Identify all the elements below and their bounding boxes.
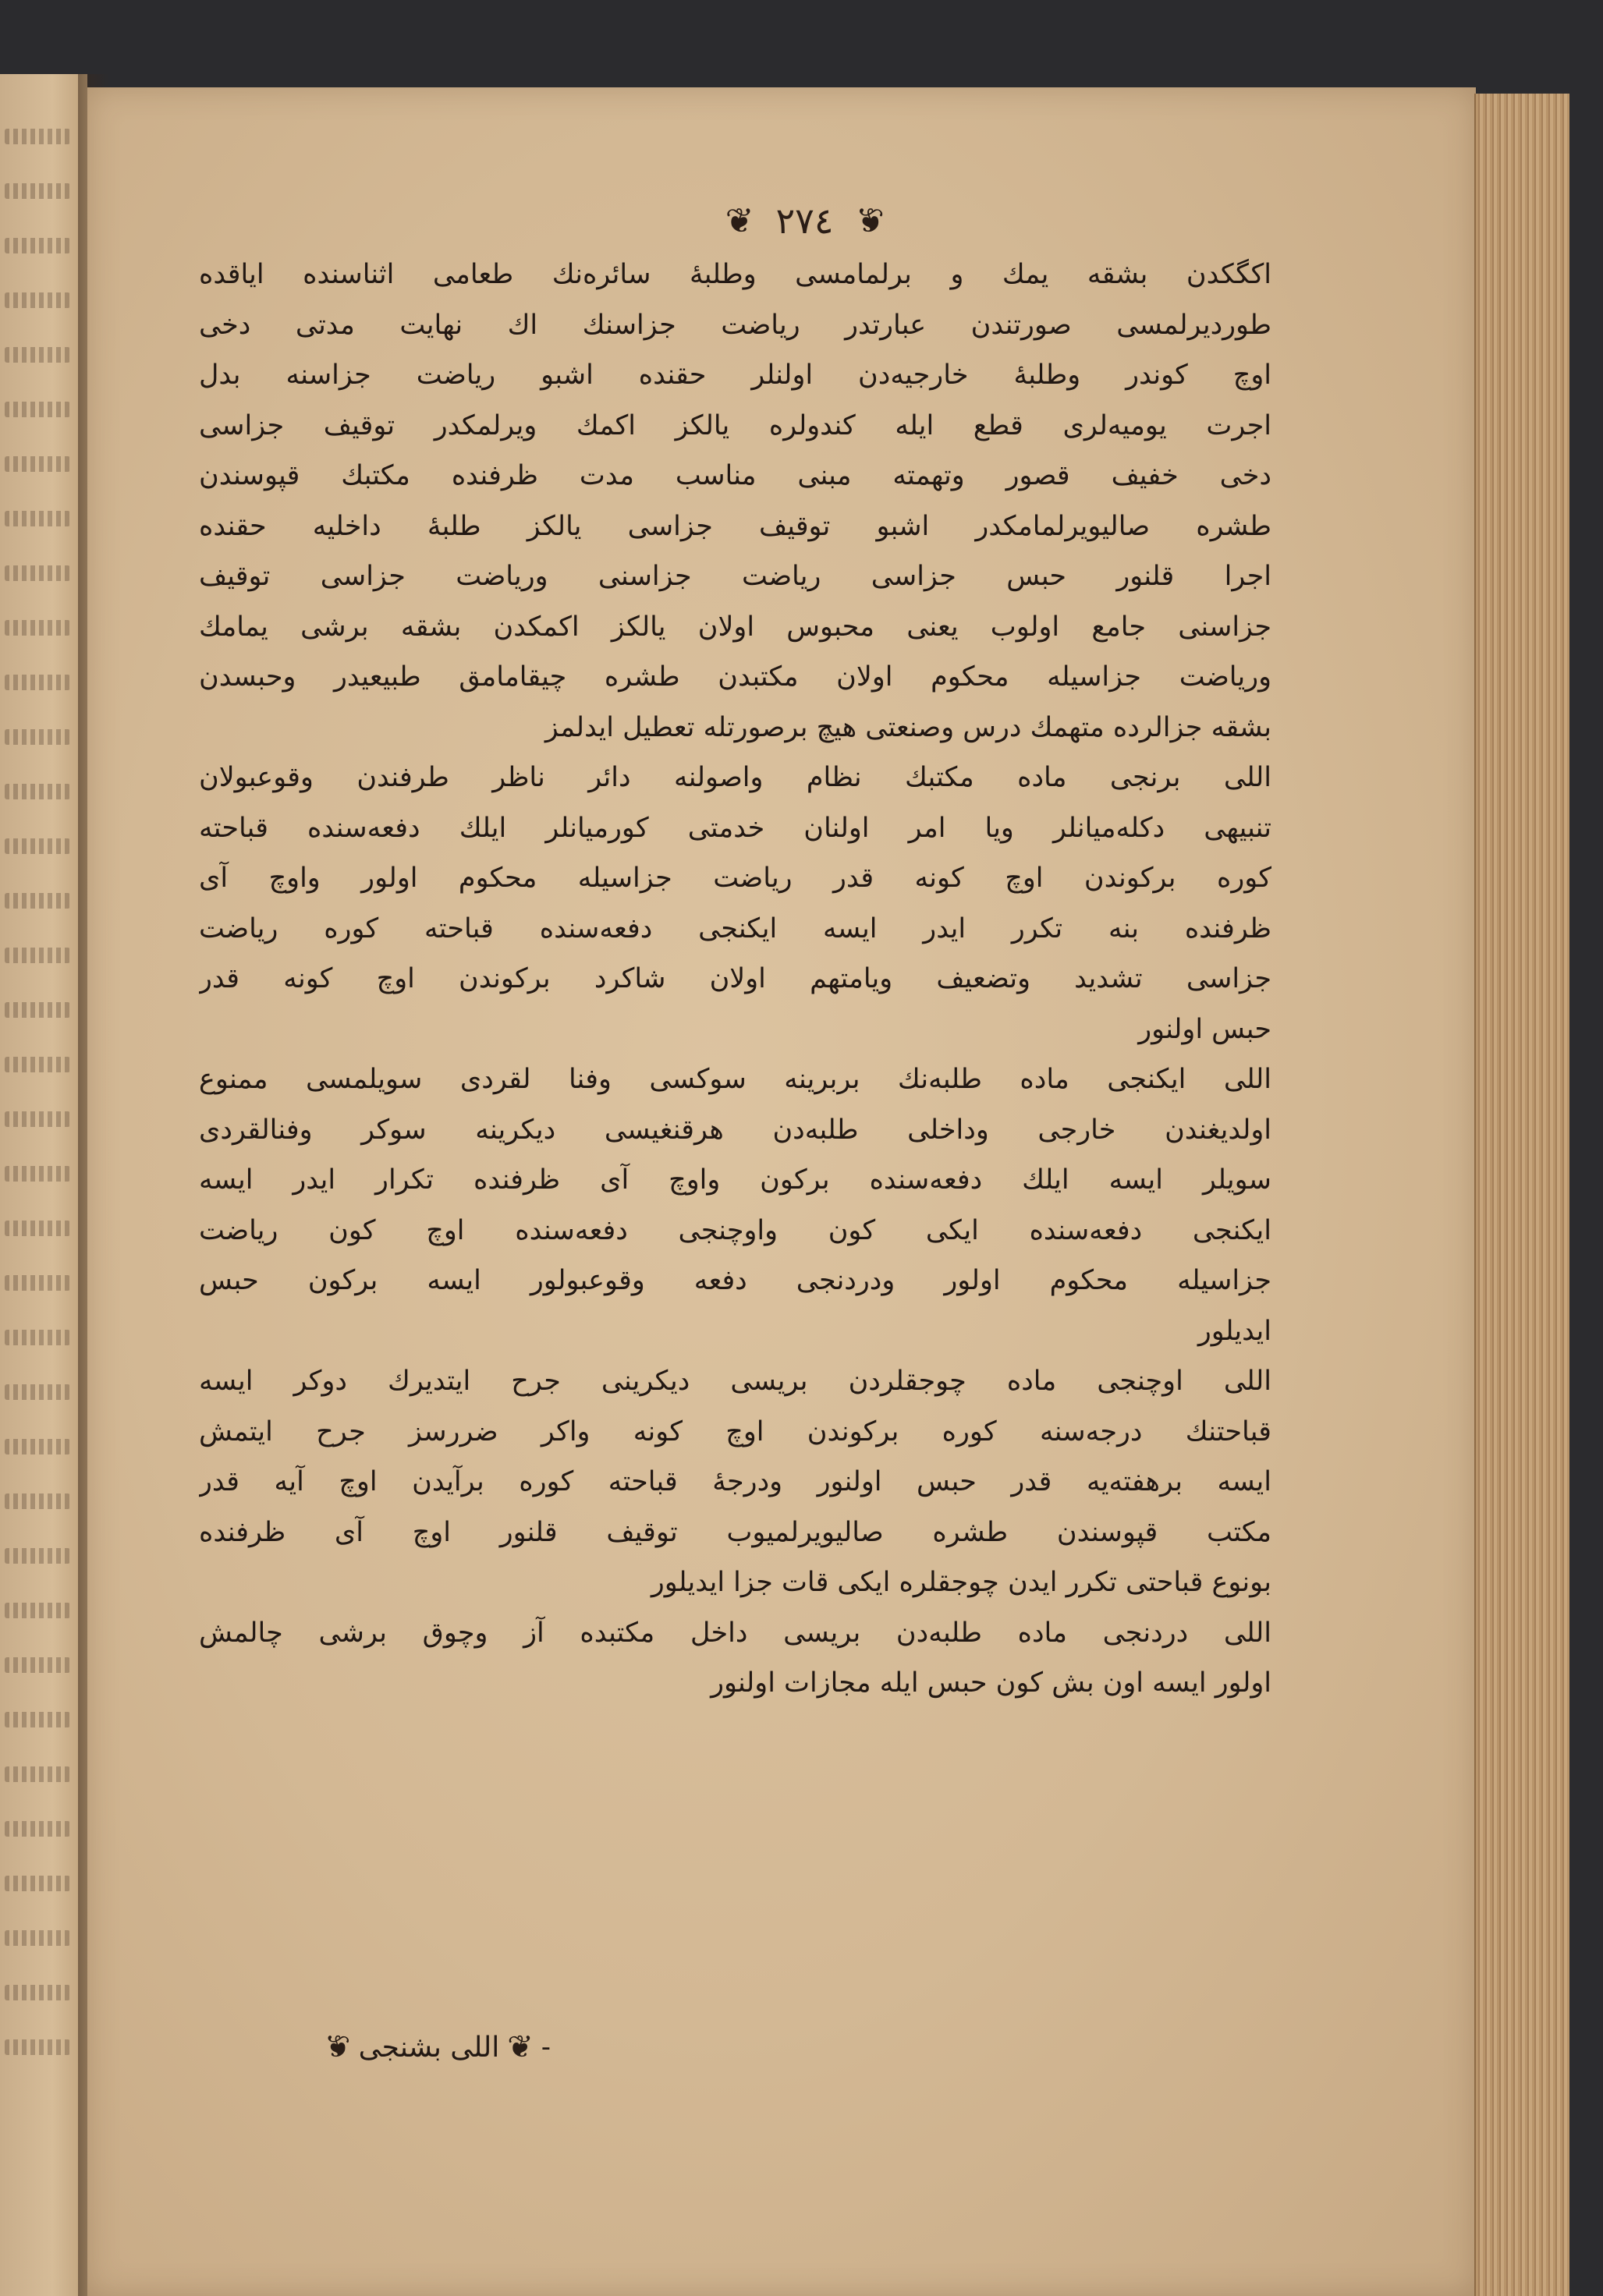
text-line: مکتب قپوسندن طشره صالیویرلمیوب توقیف قلنور اوچ آی ظرفنده bbox=[199, 1516, 1271, 1548]
facing-page-text bbox=[5, 1330, 70, 1345]
text-line: بشقه جزالرده متهمك درس وصنعتی هیچ برصورتله تعطیل ایدلمز bbox=[544, 711, 1271, 743]
facing-page-text bbox=[5, 129, 70, 144]
facing-page-text bbox=[5, 511, 70, 526]
text-line: وریاضت جزاسیله محکوم اولان مکتبدن طشره چیقامامق طبیعیدر وحبسدن bbox=[199, 661, 1271, 693]
facing-page-text bbox=[5, 1221, 70, 1236]
facing-page-text bbox=[5, 1166, 70, 1182]
text-line: کوره برکوندن اوچ کونه قدر ریاضت جزاسیله محکوم اولور واوچ آی bbox=[199, 863, 1271, 894]
facing-page-text bbox=[5, 1712, 70, 1727]
text-line: طوردیرلمسی صورتندن عبارتدر رياضت جزاسنك اك نهایت مدتی دخی bbox=[199, 309, 1271, 341]
catchword-text: اللی بشنجی bbox=[358, 2031, 500, 2064]
article-53-heading-line: اللی اوچنجی ماده چوجقلردن بریسی دیکرینی جرح ایتدیرك دوکر ایسه bbox=[199, 1366, 1271, 1397]
facing-page-text bbox=[5, 1275, 70, 1291]
catchword bbox=[234, 2020, 562, 2075]
facing-page-text bbox=[5, 620, 70, 636]
facing-page-text bbox=[5, 675, 70, 690]
body-text bbox=[199, 250, 1271, 1709]
catchword-dash: - bbox=[541, 2032, 551, 2063]
text-line: اولور ایسه اون بش کون حبس ایله مجازات اولنور bbox=[711, 1667, 1271, 1699]
facing-page-text bbox=[5, 456, 70, 472]
facing-page-text bbox=[5, 292, 70, 308]
facing-page-text bbox=[5, 1002, 70, 1018]
text-line: ایکنجی دفعه‌سنده ایکی کون واوچنجی دفعه‌سنده اوچ کون ریاضت bbox=[199, 1214, 1271, 1246]
text-line: جزاسنی جامع اولوب یعنی محبوس اولان یالکز اکمکدن بشقه برشی یمامك bbox=[199, 611, 1271, 643]
text-line: اکگکدن بشقه یمك و برلمامسی وطلبهٔ سائره‌نك طعامی اثناسنده ایاقده bbox=[199, 259, 1271, 290]
page-number: ٢٧٤ bbox=[775, 200, 834, 242]
facing-page-text bbox=[5, 1548, 70, 1564]
facing-page-text bbox=[5, 838, 70, 854]
text-line: ایدیلور bbox=[1197, 1315, 1271, 1347]
article-52-heading-line: اللی ایکنجی ماده طلبه‌نك بربرینه سوکسی وفنا لقردی سویلمسی ممنوع bbox=[199, 1064, 1271, 1095]
facing-page-text bbox=[5, 784, 70, 799]
facing-page-text bbox=[5, 948, 70, 963]
facing-page-text bbox=[5, 2039, 70, 2055]
text-line: اوچ کوندر وطلبهٔ خارجیه‌دن اولنلر حقنده اشبو ریاضت جزاسنه بدل bbox=[199, 360, 1271, 391]
fleuron-right-icon: ❦ bbox=[855, 200, 885, 241]
facing-page-text bbox=[5, 1821, 70, 1837]
facing-page-text bbox=[5, 1985, 70, 2000]
facing-page-text bbox=[5, 1111, 70, 1127]
text-line: تنبیهی دکله‌میانلر ویا امر اولنان خدمتی کورمیانلر ایلك دفعه‌سنده قباحته bbox=[199, 812, 1271, 844]
facing-page-text bbox=[5, 402, 70, 417]
fleuron-icon: ❦ bbox=[507, 2029, 534, 2065]
text-line: اجرا قلنور حبس جزاسی ریاضت جزاسنی وریاضت جزاسی توقیف bbox=[199, 561, 1271, 592]
text-line: قباحتنك درجه‌سنه کوره برکوندن اوچ کونه واکر ضررسز جرح ایتمش bbox=[199, 1416, 1271, 1447]
article-54-heading-line: اللی دردنجی ماده طلبه‌دن بریسی داخل مکتبده آز وچوق برشی چالمش bbox=[199, 1617, 1271, 1649]
facing-page-text bbox=[5, 565, 70, 581]
text-line: جزاسی تشدید وتضعیف ویامتهم اولان شاکرد برکوندن اوچ کونه قدر bbox=[199, 963, 1271, 994]
facing-page-text bbox=[5, 1384, 70, 1400]
facing-page-text bbox=[5, 729, 70, 745]
facing-page-text bbox=[5, 1603, 70, 1618]
page-block-edges bbox=[1474, 94, 1569, 2296]
page-header bbox=[0, 193, 1603, 248]
fleuron-icon: ❦ bbox=[325, 2029, 351, 2065]
text-line: ظرفنده بنه تکرر ایدر ایسه ایکنجی دفعه‌سنده قباحته کوره ریاضت bbox=[199, 912, 1271, 944]
text-line: اجرت یومیه‌لری قطع ایله کندولره یالکز اکمك ویرلمکدر توقیف جزاسی bbox=[199, 409, 1271, 441]
text-line: طشره صالیویرلمامکدر اشبو توقیف جزاسی یالکز طلبهٔ داخلیه حقنده bbox=[199, 510, 1271, 542]
facing-page-text bbox=[5, 347, 70, 363]
facing-page-text bbox=[5, 1657, 70, 1673]
text-line: اولدیغندن خارجی وداخلی طلبه‌دن هرقنغیسی دیکرینه سوکر وفنالقردی bbox=[199, 1114, 1271, 1146]
facing-page-text bbox=[5, 1493, 70, 1509]
text-line: دخی خفیف قصور وتهمته مبنی مناسب مدت ظرفنده مکتبك قپوسندن bbox=[199, 460, 1271, 491]
facing-page-text bbox=[5, 1930, 70, 1946]
text-line: حبس اولنور bbox=[1138, 1013, 1271, 1045]
text-line: جزاسیله محکوم اولور ودردنجی دفعه وقوعبولور ایسه برکون حبس bbox=[199, 1265, 1271, 1296]
facing-page-edge bbox=[0, 74, 87, 2296]
fleuron-left-icon: ❦ bbox=[725, 200, 754, 241]
article-51-heading-line: اللی برنجی ماده مکتبك نظام واصولنه دائر ناظر طرفندن وقوعبولان bbox=[199, 762, 1271, 793]
facing-page-text bbox=[5, 1766, 70, 1782]
facing-page-text bbox=[5, 1876, 70, 1891]
text-line: ایسه برهفته‌یه قدر حبس اولنور ودرجهٔ قباحته کوره برآیدن اوچ آیه قدر bbox=[199, 1466, 1271, 1497]
facing-page-text bbox=[5, 1057, 70, 1072]
facing-page-text bbox=[5, 1439, 70, 1454]
text-line: سویلر ایسه ایلك دفعه‌سنده برکون واوچ آی ظرفنده تکرار ایدر ایسه bbox=[199, 1164, 1271, 1196]
facing-page-text bbox=[5, 893, 70, 909]
text-line: بونوع قباحتی تکرر ایدن چوجقلره ایکی قات جزا ایدیلور bbox=[651, 1567, 1271, 1598]
